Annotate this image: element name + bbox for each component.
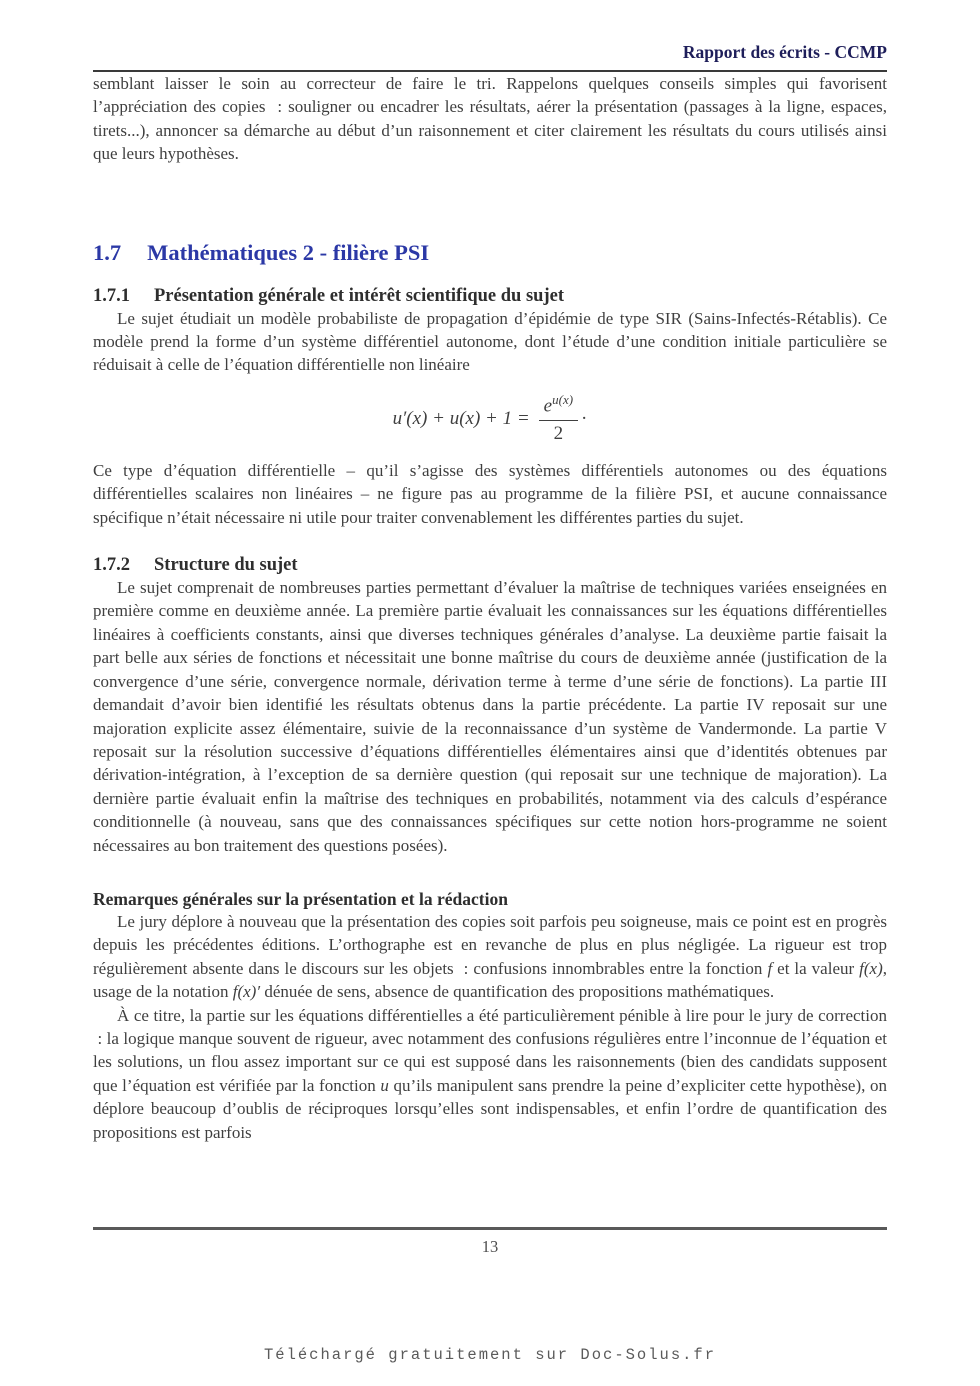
section-heading-1-7 — [93, 240, 887, 266]
text-run: Le jury déplore à nouveau que la présentation des copies soit parfois peu soigneuse, mais ce point est en progrès depuis les précédentes éditions. L’orthographe est en revanche de plus en plus négligée. La rigueur est trop régulièrement absente dans le discours sur les objets : confusions innombrables entre la fonction — [93, 911, 887, 978]
equation-lhs: u′(x) + u(x) + 1 = — [392, 407, 530, 429]
watermark-doc-solus: Téléchargé gratuitement sur Doc-Solus.fr — [263, 1346, 717, 1364]
subsection-heading-1-7-1 — [93, 286, 887, 307]
math-u: u — [380, 1075, 389, 1095]
subsection-heading-1-7-2 — [93, 555, 887, 576]
page-content — [93, 42, 887, 1144]
paragraph-a-ce-titre — [93, 1004, 887, 1144]
paragraph-structure: Le sujet comprenait de nombreuses parties permettant d’évaluer la maîtrise de techniques variées enseignées en première comme en deuxième année. La première partie évaluait les connaissances sur les équations différentielles linéaires à coefficients constants, ainsi que diverses techniques générales d’analyse. La deuxième partie faisait la part belle aux séries de fonctions et nécessitait une bonne maîtrise du cours de deuxième année (justification de la convergence d’une série, convergence normale, dérivation terme à terme d’une série de fonctions). La partie III demandait d’avoir bien identifié les résultats obtenus dans la partie précédente. La partie IV reposait sur une majoration explicite assez élémentaire, suivie de la reconnaissance d’un système de Vandermonde. La partie V reposait sur la résolution successive d’équations différentielles élémentaires ainsi que d’identités obtenues par dérivation-intégration, à l’exception de sa dernière question (qui reposait sur une technique de majoration). La dernière partie évaluait enfin la maîtrise des techniques en probabilités, notamment via des calculs d’espérance conditionnelle (à nouveau, sans que des connaissances spécifiques sur cette notion hors-programme ne soient nécessaires au bon traitement des questions posées). — [93, 578, 887, 855]
fraction-numerator — [539, 393, 578, 421]
differential-equation — [93, 389, 887, 449]
math-f-of-x-prime: f(x)′ — [232, 982, 261, 1002]
numerator-exponent: u(x) — [552, 391, 574, 407]
equation-cdot: · — [581, 407, 588, 429]
section-number: 1.7 — [93, 239, 122, 265]
text-run: dénuée de sens, absence de quantification des propositions mathématiques. — [260, 982, 775, 1002]
text-run: qu’ils manipulent sans prendre la peine d’expliciter cette hypothèse), on déplore beaucoup d’oublis de réciproques lorsqu’elles sont indispensables, et enfin l’ordre de quantification des propositions est parfois — [93, 1075, 887, 1142]
subsection-title: Présentation générale et intérêt scientifique du sujet — [154, 285, 564, 306]
text-run: et la valeur — [772, 958, 860, 978]
subsection-number: 1.7.2 — [93, 555, 130, 576]
equation-fraction — [539, 393, 578, 445]
numerator-base: e — [543, 395, 553, 417]
subsection-number: 1.7.1 — [93, 285, 130, 306]
paragraph-subject-intro: Le sujet étudiait un modèle probabiliste de propagation d’épidémie de type SIR (Sains-Infectés-Rétablis). Ce modèle prend la forme d’un système différentiel autonome, dont l’étude d’une condition initiale particulière se réduisait à celle de l’équation différentielle non linéaire — [93, 308, 887, 375]
paragraph-jury — [93, 910, 887, 1004]
text-run: À ce titre, la partie sur les équations différentielles a été particulièrement pénible à lire pour le jury de correction : la logique manque souvent de rigueur, avec notamment des confusions régulières entre l’inconnue de l’équation et les solutions, un flou assez important sur ce qui est supposé dans les raisonnements (bien des candidats supposent que l’équation est vérifiée par la fonction — [93, 1005, 887, 1095]
paragraph-continuation: semblant laisser le soin au correcteur de faire le tri. Rappelons quelques conseils simples qui favorisent l’appréciation des copies : souligner ou encadrer les résultats, aérer la présentation (passages à la ligne, espaces, tirets...), annoncer sa démarche au début d’un raisonnement et citer clairement les résultats du cours utilisés ainsi que leurs hypothèses. — [93, 74, 887, 164]
fraction-denominator: 2 — [553, 423, 564, 444]
math-f: f — [767, 958, 773, 978]
section-title: Mathématiques 2 - filière PSI — [147, 239, 430, 265]
subsection-title: Structure du sujet — [154, 555, 298, 576]
footer-divider — [93, 1227, 887, 1230]
running-header — [93, 42, 887, 72]
page-number: 13 — [481, 1237, 499, 1256]
remarks-heading: Remarques générales sur la présentation et la rédaction — [93, 888, 508, 909]
running-header-title: Rapport des écrits - CCMP — [682, 42, 887, 62]
math-f-of-x: f(x) — [859, 958, 883, 978]
text-run: , usage de la notation — [93, 958, 887, 1002]
paragraph-after-equation: Ce type d’équation différentielle – qu’il s’agisse des systèmes différentiels autonomes ou des équations différentielles scalaires non linéaires – ne figure pas au programme de la filière PSI, et aucune connaissance spécifique n’était nécessaire ni utile pour traiter convenablement les différentes parties du sujet. — [93, 460, 887, 527]
